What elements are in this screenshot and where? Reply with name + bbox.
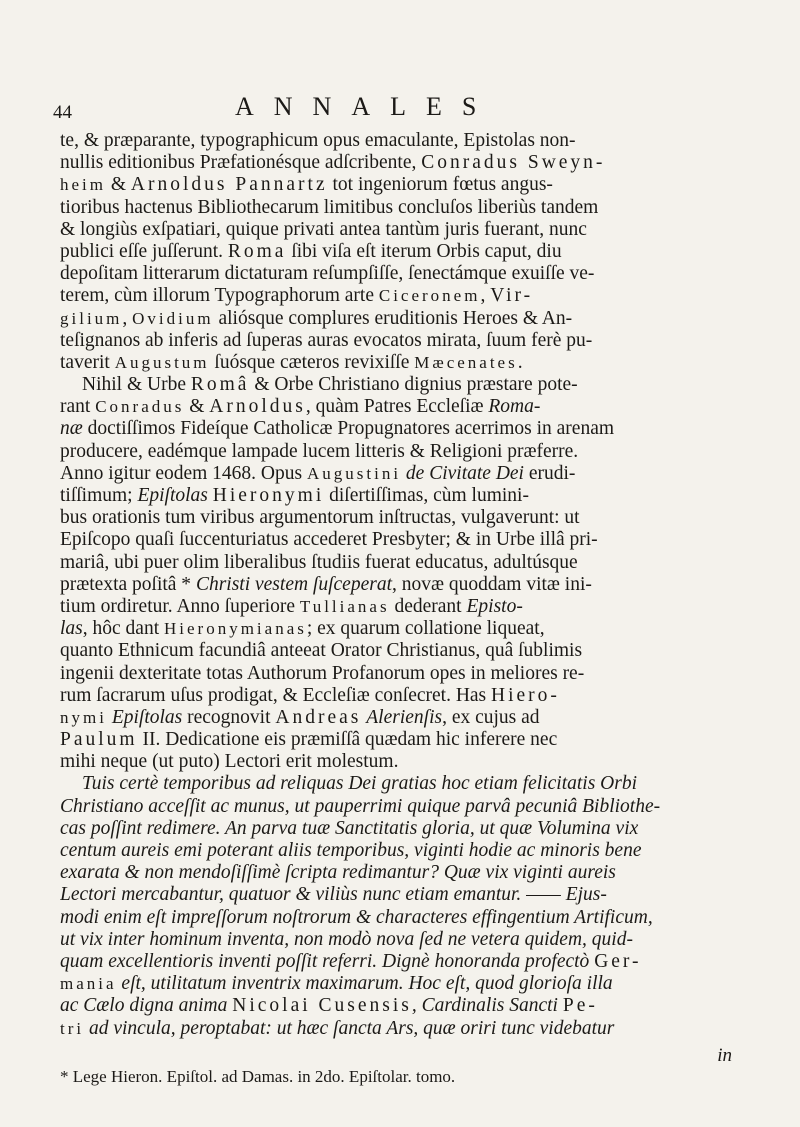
- text-line: [60, 374, 740, 396]
- text-segment: prætexta poſitâ *: [60, 573, 196, 595]
- text-line: [60, 884, 740, 906]
- text-segment: Christi vestem ſuſceperat: [195, 573, 392, 595]
- text-segment: Arnoldus: [209, 396, 306, 418]
- text-segment: Ger-: [594, 950, 642, 972]
- text-segment: terem, cùm illorum Typographorum arte: [60, 285, 379, 307]
- text-segment: tot ingeniorum fœtus angus-: [327, 174, 553, 196]
- text-segment: Pe-: [562, 995, 598, 1017]
- text-segment: ſuósque cæteros revixiſſe: [209, 351, 415, 373]
- text-segment: rant: [60, 396, 96, 418]
- text-segment: Arnoldus Pannartz: [130, 174, 328, 196]
- text-line: [60, 418, 740, 440]
- text-line: [60, 751, 740, 773]
- text-segment: & Orbe Christiano dignius præstare pote-: [249, 374, 578, 396]
- page-header: [53, 92, 753, 126]
- text-segment: , hôc dant: [82, 618, 164, 640]
- text-segment: exarata & non mendoſiſſimè ſcripta redimantur? Quæ vix viginti aureis: [60, 862, 616, 884]
- text-segment: las: [60, 618, 83, 640]
- text-segment: Roma: [227, 240, 287, 262]
- text-segment: tiſſimum;: [60, 485, 138, 506]
- text-line: [60, 130, 740, 152]
- text-segment: eſt, utilitatum inventrix maximarum. Hoc eſt, quod glorioſa illa: [116, 973, 613, 995]
- text-segment: Nihil & Urbe: [82, 374, 191, 396]
- text-segment: te, & præparante, typographicum opus emaculante, Epistolas non-: [60, 130, 576, 151]
- text-line: [60, 995, 740, 1017]
- text-segment: Episto-: [466, 595, 523, 617]
- text-segment: ut vix inter hominum inventa, non modò nova ſed ne vetera quidem, quid-: [60, 928, 633, 950]
- text-segment: Epiſtolas: [137, 485, 208, 506]
- text-segment: taverit: [60, 351, 115, 373]
- text-line: [60, 396, 740, 418]
- text-segment: tium ordiretur. Anno ſuperiore: [60, 595, 300, 617]
- text-segment: quam excellentioris inventi poſſit referri. Dignè honoranda profectò: [60, 950, 595, 972]
- text-line: [60, 263, 740, 285]
- text-line: [60, 840, 740, 862]
- text-line: [60, 241, 740, 263]
- text-segment: & longiùs exſpatiari, quique privati antea tantùm juris fuerant, nunc: [60, 218, 587, 240]
- text-segment: Nicolai Cusensis: [232, 995, 412, 1017]
- text-line: [60, 174, 740, 196]
- text-line: [60, 219, 740, 241]
- text-segment: quanto Ethnicum facundiâ anteeat Orator Christianus, quâ ſublimis: [60, 640, 583, 662]
- text-segment: Andreas: [275, 706, 362, 728]
- text-line: [60, 973, 740, 995]
- text-line: [60, 907, 740, 929]
- text-segment: cas poſſint redimere. An parva tuæ Sanctitatis gloria, ut quæ Volumina vix: [60, 817, 639, 839]
- text-line: [60, 1018, 740, 1040]
- text-segment: &: [106, 174, 131, 196]
- text-segment: ad vincula, peroptabat: ut hæc ſancta Ars, quæ oriri tunc videbatur: [84, 1017, 615, 1039]
- text-segment: Ovidium: [132, 308, 214, 328]
- text-line: [60, 529, 740, 551]
- text-segment: Vir-: [490, 285, 534, 307]
- text-segment: Epiſtolas: [111, 706, 183, 728]
- text-segment: , Cardinalis Sancti: [411, 995, 563, 1017]
- text-line: [60, 152, 740, 174]
- text-segment: Româ: [190, 374, 250, 396]
- text-segment: modi enim eſt impreſſorum noſtrorum & characteres effingentium Artificum,: [60, 906, 653, 928]
- footnote: * Lege Hieron. Epiſtol. ad Damas. in 2do. Epiſtolar. tomo.: [60, 1067, 456, 1086]
- text-line: [60, 618, 740, 640]
- text-line: [60, 552, 740, 574]
- text-line: [60, 352, 740, 374]
- text-segment: mariâ, ubi puer olim liberalibus ſtudiis fuerat educatus, adultúsque: [60, 551, 578, 573]
- catchword: in: [717, 1045, 732, 1066]
- text-segment: Conradus: [95, 397, 185, 417]
- text-line: [60, 729, 740, 751]
- text-line: [60, 197, 740, 219]
- text-segment: Conradus Sweyn-: [421, 152, 606, 174]
- text-segment: Hiero-: [491, 684, 560, 706]
- text-segment: ingenii dexteritate totas Authorum Profanorum opes in meliores re-: [60, 662, 585, 684]
- text-segment: ,: [122, 307, 133, 329]
- text-segment: næ: [60, 418, 83, 440]
- text-line: [60, 929, 740, 951]
- text-segment: &: [184, 396, 210, 418]
- text-line: [60, 773, 740, 795]
- text-segment: ; ex quarum collatione liqueat,: [306, 618, 545, 640]
- text-segment: dederant: [389, 595, 467, 617]
- body-text: [60, 130, 740, 1040]
- text-segment: Hieronymianas: [164, 619, 307, 639]
- text-line: [60, 463, 740, 485]
- text-segment: , ex cujus ad: [442, 706, 540, 728]
- text-line: [60, 796, 740, 818]
- text-segment: gilium: [60, 308, 123, 328]
- text-segment: Mæcenates: [414, 352, 518, 372]
- text-segment: tri: [60, 1018, 85, 1038]
- text-segment: Augustini: [306, 463, 402, 483]
- text-segment: bus orationis tum viribus argumentorum inſtructas, vulgaverunt: ut: [60, 507, 580, 529]
- text-line: [60, 574, 740, 596]
- running-title: ANNALES: [235, 92, 497, 121]
- text-segment: Lectori mercabantur, quatuor & viliùs nunc etiam emantur. —— Ejus-: [60, 884, 607, 906]
- text-segment: Anno igitur eodem 1468. Opus: [60, 462, 307, 484]
- text-segment: nullis editionibus Præfationésque adſcribente,: [60, 152, 422, 174]
- text-segment: teſignanos ab inferis ad ſuperas auras evocatos mirata, ſuum ferè pu-: [60, 329, 593, 351]
- text-line: [60, 507, 740, 529]
- text-line: [60, 640, 740, 662]
- text-segment: rum ſacrarum uſus prodigat, & Eccleſiæ conſecret. Has: [60, 684, 492, 706]
- text-line: [60, 285, 740, 307]
- text-segment: mania: [60, 974, 117, 994]
- text-segment: heim: [60, 175, 106, 195]
- text-segment: ſibi viſa eſt iterum Orbis caput, diu: [286, 240, 562, 262]
- text-line: [60, 308, 740, 330]
- text-segment: tioribus hactenus Bibliothecarum limitibus concluſos liberiùs tandem: [60, 196, 599, 218]
- text-segment: Ciceronem: [378, 286, 481, 306]
- text-line: [60, 441, 740, 463]
- text-segment: doctiſſimos Fideíque Catholicæ Propugnatores acerrimos in arenam: [82, 418, 615, 440]
- text-line: [60, 685, 740, 707]
- text-segment: mihi neque (ut puto) Lectori erit molestum.: [60, 751, 399, 773]
- text-segment: publici eſſe juſſerunt.: [60, 240, 228, 262]
- text-segment: , quàm Patres Eccleſiæ: [305, 396, 489, 418]
- text-segment: Epiſcopo quaſi ſuccenturiatus accederet Presbyter; & in Urbe illâ pri-: [60, 529, 598, 551]
- text-line: [60, 330, 740, 352]
- text-line: [60, 818, 740, 840]
- text-segment: Roma-: [488, 396, 541, 418]
- text-segment: centum aureis emi poterant aliis temporibus, viginti hodie ac minoris bene: [60, 840, 642, 861]
- text-segment: .: [517, 351, 523, 373]
- text-segment: II. Dedicatione eis præmiſſâ quædam hic inferere nec: [137, 729, 558, 751]
- text-segment: Paulum: [60, 729, 138, 751]
- text-line: [60, 485, 740, 507]
- text-segment: Christiano acceſſit ac munus, ut pauperrimi quique parvâ pecuniâ Bibliothe-: [60, 795, 661, 817]
- text-segment: Alerienſis: [366, 706, 443, 728]
- text-segment: Hieronymi: [212, 485, 325, 506]
- text-segment: Augustum: [114, 352, 210, 372]
- text-segment: erudi-: [523, 462, 576, 484]
- text-line: [60, 663, 740, 685]
- text-segment: Tuis certè temporibus ad reliquas Dei gratias hoc etiam felicitatis Orbi: [82, 773, 637, 795]
- text-segment: aliósque complures eruditionis Heroes & An-: [213, 307, 573, 329]
- text-segment: depoſitam litterarum dictaturam reſumpſiſſe, ſenectámque exuiſſe ve-: [60, 263, 595, 285]
- text-line: [60, 707, 740, 729]
- text-segment: recognovit: [182, 706, 276, 728]
- text-segment: , novæ quoddam vitæ ini-: [392, 573, 592, 595]
- text-line: [60, 596, 740, 618]
- text-line: [60, 862, 740, 884]
- text-segment: producere, eadémque lampade lucem litteris & Religioni præferre.: [60, 440, 579, 462]
- text-segment: Tullianas: [299, 596, 390, 616]
- text-segment: de Civitate Dei: [405, 462, 524, 484]
- text-segment: diſertiſſimas, cùm lumini-: [324, 485, 529, 506]
- text-segment: ,: [480, 285, 491, 307]
- text-line: [60, 951, 740, 973]
- text-segment: ac Cælo digna anima: [60, 995, 233, 1017]
- page-number: 44: [53, 102, 72, 123]
- text-segment: nymi: [60, 707, 107, 727]
